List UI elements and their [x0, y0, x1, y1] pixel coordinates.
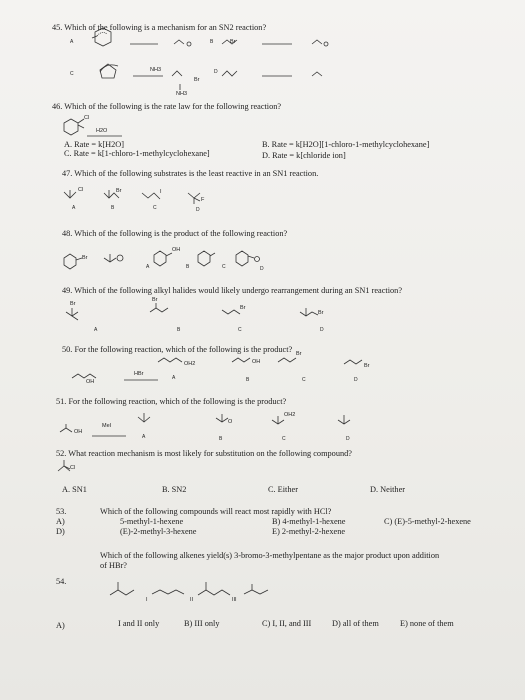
q47-option-d[interactable]: D — [196, 207, 200, 213]
q48-option-a[interactable]: A — [146, 264, 150, 270]
q49-option-d[interactable]: D — [320, 327, 324, 333]
q54-question-line2: of HBr? — [100, 561, 127, 570]
q49-option-a[interactable]: A — [94, 327, 98, 333]
q46-option-a[interactable]: A. Rate = k[H2O] — [64, 140, 124, 149]
q50-oh-label: OH — [252, 359, 261, 365]
q46-reactant-cyclohexane — [64, 119, 122, 136]
q45-option-b[interactable]: B — [210, 39, 214, 45]
q50-option-b[interactable]: B — [246, 377, 250, 383]
q47-option-b[interactable]: B — [111, 205, 115, 211]
q53-label-a: A) — [56, 517, 65, 526]
q53-number: 53. — [56, 507, 67, 516]
q54-roman-ii: II — [190, 597, 194, 603]
q46-cl-label: Cl — [84, 115, 90, 121]
q46-option-d[interactable]: D. Rate = k[chloride ion] — [262, 151, 346, 160]
q49-option-c[interactable]: C — [238, 327, 242, 333]
q53-option-d[interactable]: (E)-2-methyl-3-hexene — [120, 527, 197, 536]
q45-option-b-scheme — [222, 40, 328, 46]
q45-option-a[interactable]: A — [70, 39, 74, 45]
q50-oh2-label: OH2 — [184, 361, 196, 367]
q45-br-label-2: Br — [194, 77, 200, 83]
q51-option-b[interactable]: B — [219, 436, 223, 442]
q46-option-b[interactable]: B. Rate = k[H2O][1-chloro-1-methylcyclohexane] — [262, 140, 430, 149]
q50-reactant-oh: OH — [86, 379, 95, 385]
q52-option-b[interactable]: B. SN2 — [162, 485, 187, 494]
q45-option-d-scheme — [222, 71, 322, 76]
q47-br-label: Br — [116, 188, 122, 194]
q50-option-d[interactable]: D — [354, 377, 358, 383]
q53-option-e[interactable]: E) 2-methyl-2-hexene — [272, 527, 346, 536]
q52-cl-label: Cl — [70, 465, 76, 471]
q45-option-c-scheme — [100, 64, 182, 90]
q49-br-b: Br — [152, 297, 158, 303]
q51-reagent: MeI — [102, 423, 112, 429]
q53-option-a[interactable]: 5-methyl-1-hexene — [120, 517, 184, 526]
q52-compound — [58, 460, 70, 471]
q54-option-c[interactable]: C) I, II, and III — [262, 619, 312, 628]
q45-option-d[interactable]: D — [214, 69, 218, 75]
q49-br-c: Br — [240, 305, 246, 311]
q45-nh3-label-2: NH3 — [176, 91, 188, 97]
q48-br-label: Br — [82, 255, 88, 261]
q54-question-line1: Which of the following alkenes yield(s) 3-bromo-3-methylpentane as the major product upon addition — [100, 551, 440, 560]
q48-option-d[interactable]: D — [260, 266, 264, 272]
q51-option-c[interactable]: C — [282, 436, 286, 442]
q50-structures — [72, 358, 362, 380]
q54-option-a[interactable]: I and II only — [118, 619, 160, 628]
q47-substrates — [64, 187, 200, 204]
q51-o-label: O — [228, 419, 233, 425]
q47-option-a[interactable]: A — [72, 205, 76, 211]
q49-alkyl-halides — [66, 303, 318, 320]
q50-br-label-2: Br — [364, 363, 370, 369]
q54-option-b[interactable]: B) III only — [184, 619, 220, 628]
q47-option-c[interactable]: C — [153, 205, 157, 211]
q52-question: 52. What reaction mechanism is most likely for substitution on the following compound? — [56, 449, 352, 458]
q49-question: 49. Which of the following alkyl halides would likely undergo rearrangement during an SN1 reaction? — [62, 286, 403, 295]
q49-option-b[interactable]: B — [177, 327, 181, 333]
q52-option-c[interactable]: C. Either — [268, 485, 298, 494]
q50-br-label: Br — [296, 351, 302, 357]
q54-roman-i: I — [146, 597, 148, 603]
q54-label-a: A) — [56, 621, 65, 630]
q46-question: 46. Which of the following is the rate law for the following reaction? — [52, 102, 282, 111]
q45-question: 45. Which of the following is a mechanism for an SN2 reaction? — [52, 23, 267, 32]
q47-i-label: I — [160, 189, 162, 195]
q48-question: 48. Which of the following is the product of the following reaction? — [62, 229, 288, 238]
q50-question: 50. For the following reaction, which of the following is the product? — [62, 345, 293, 354]
q48-option-c[interactable]: C — [222, 264, 226, 270]
q46-reagent: H2O — [96, 128, 108, 134]
q51-reactant-oh: OH — [74, 429, 83, 435]
q47-question: 47. Which of the following substrates is the least reactive in an SN1 reaction. — [62, 169, 319, 178]
q51-question: 51. For the following reaction, which of the following is the product? — [56, 397, 287, 406]
q50-reagent: HBr — [134, 371, 144, 377]
q53-option-b[interactable]: B) 4-methyl-1-hexene — [272, 517, 346, 526]
q54-option-e[interactable]: E) none of them — [400, 619, 454, 628]
q53-option-c[interactable]: C) (E)-5-methyl-2-hexene — [384, 517, 471, 526]
q48-oh-label: OH — [172, 247, 181, 253]
q53-question: Which of the following compounds will react most rapidly with HCl? — [100, 507, 332, 516]
q51-option-d[interactable]: D — [346, 436, 350, 442]
q54-roman-iii: III — [232, 597, 237, 603]
q54-number: 54. — [56, 577, 67, 586]
q48-option-b[interactable]: B — [186, 264, 190, 270]
q47-f-label: F — [201, 197, 205, 203]
q45-option-c[interactable]: C — [70, 71, 74, 77]
q51-oh2-label: OH2 — [284, 412, 296, 418]
q54-option-d[interactable]: D) all of them — [332, 619, 379, 628]
q45-nh3-label: NH3 — [150, 67, 162, 73]
q48-structures — [64, 251, 260, 269]
q50-option-c[interactable]: C — [302, 377, 306, 383]
q52-option-a[interactable]: A. SN1 — [62, 485, 87, 494]
q49-br-a: Br — [70, 301, 76, 307]
q46-option-c[interactable]: C. Rate = k[1-chloro-1-methylcyclohexane] — [64, 149, 210, 158]
q45-br-label: Br — [230, 39, 236, 45]
q53-label-d: D) — [56, 527, 65, 536]
q51-option-a[interactable]: A — [142, 434, 146, 440]
q52-option-d[interactable]: D. Neither — [370, 485, 406, 494]
q49-br-d: Br — [318, 310, 324, 316]
q54-alkenes — [110, 582, 268, 595]
q47-cl-label: Cl — [78, 187, 84, 193]
q50-option-a[interactable]: A — [172, 375, 176, 381]
